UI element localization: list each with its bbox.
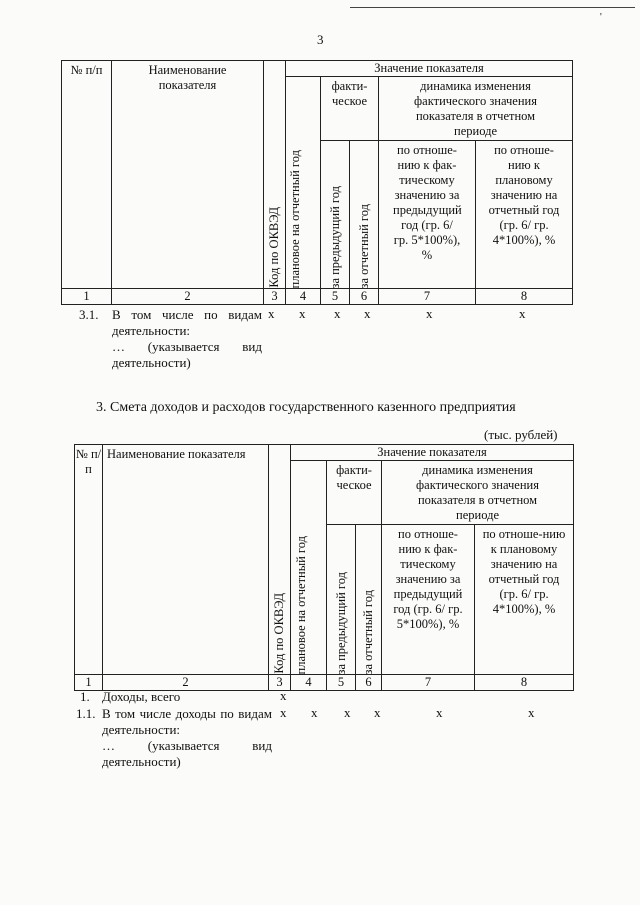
col-number: 5 <box>327 675 356 691</box>
col-dynamics-header: динамика изменения фактического значения показателя в отчетном периоде <box>382 461 574 525</box>
col-value-header: Значение показателя <box>291 445 574 461</box>
col-number: 3 <box>264 289 286 305</box>
col-name-header: Наименование показателя <box>103 445 269 675</box>
cell-mark: x <box>334 306 341 321</box>
column-number-row <box>62 289 573 305</box>
col-number: 4 <box>291 675 327 691</box>
col-number: 5 <box>321 289 350 305</box>
col-prev-header: за предыдущий год <box>321 141 350 289</box>
page-number: 3 <box>317 32 324 47</box>
col-number: 8 <box>475 675 574 691</box>
col-number: 8 <box>476 289 573 305</box>
corner-mark: ' <box>600 12 602 23</box>
col-plan-header: плановое на отчетный год <box>286 77 321 289</box>
cell-mark: x <box>374 705 381 720</box>
col-number: 7 <box>382 675 475 691</box>
row-label: В том числе доходы по видам деятельности: <box>102 706 272 737</box>
col-number: 2 <box>103 675 269 691</box>
units-label: (тыс. рублей) <box>484 427 558 442</box>
indicator-table-2 <box>74 444 574 691</box>
col-name-header: Наименование показателя <box>112 61 264 289</box>
cell-mark: x <box>426 306 433 321</box>
row-number: 3.1. <box>79 307 99 322</box>
cell-mark: x <box>528 705 535 720</box>
row-sublabel: … (указывается вид деятельности) <box>112 339 262 370</box>
col-fact-header: факти-ческое <box>321 77 379 141</box>
section-heading: 3. Смета доходов и расходов государственного казенного предприятия <box>96 400 516 415</box>
cell-mark: x <box>311 705 318 720</box>
col-curr-header: за отчетный год <box>356 525 382 675</box>
col-plan-header: плановое на отчетный год <box>291 461 327 675</box>
col-okved-header: Код по ОКВЭД <box>264 61 286 289</box>
cell-mark: x <box>280 705 287 720</box>
col-number: 2 <box>112 289 264 305</box>
col-dynamics-header: динамика изменения фактического значения показателя в отчетном периоде <box>379 77 573 141</box>
col-rel-fact-header: по отноше-нию к фак-тическому значению за предыдущий год (гр. 6/ гр. 5*100%), % <box>382 525 475 675</box>
col-number: 1 <box>62 289 112 305</box>
col-number: 4 <box>286 289 321 305</box>
col-number: 6 <box>356 675 382 691</box>
cell-mark: x <box>299 306 306 321</box>
cell-mark: x <box>344 705 351 720</box>
col-num-header: № п/п <box>62 61 112 289</box>
col-prev-header: за предыдущий год <box>327 525 356 675</box>
row-number: 1. <box>80 689 90 704</box>
col-num-header: № п/п <box>75 445 103 675</box>
cell-mark: x <box>268 306 275 321</box>
cell-mark: x <box>280 688 287 703</box>
col-value-header: Значение показателя <box>286 61 573 77</box>
col-rel-plan-header: по отноше-нию к плановому значению на отчетный год (гр. 6/ гр. 4*100%), % <box>476 141 573 289</box>
top-rule <box>350 7 635 8</box>
col-number: 3 <box>269 675 291 691</box>
cell-mark: x <box>364 306 371 321</box>
cell-mark: x <box>436 705 443 720</box>
col-okved-header: Код по ОКВЭД <box>269 445 291 675</box>
col-rel-fact-header: по отноше-нию к фак-тическому значению за предыдущий год (гр. 6/ гр. 5*100%), % <box>379 141 476 289</box>
row-number: 1.1. <box>76 706 96 721</box>
indicator-table-1 <box>61 60 573 305</box>
row-sublabel: … (указывается вид деятельности) <box>102 738 272 769</box>
row-label: Доходы, всего <box>102 689 181 704</box>
col-curr-header: за отчетный год <box>350 141 379 289</box>
col-number: 7 <box>379 289 476 305</box>
col-rel-plan-header: по отноше-нию к плановому значению на отчетный год (гр. 6/ гр. 4*100%), % <box>475 525 574 675</box>
cell-mark: x <box>519 306 526 321</box>
col-fact-header: факти-ческое <box>327 461 382 525</box>
col-number: 1 <box>75 675 103 691</box>
col-number: 6 <box>350 289 379 305</box>
row-label: В том числе по видам деятельности: <box>112 307 262 338</box>
